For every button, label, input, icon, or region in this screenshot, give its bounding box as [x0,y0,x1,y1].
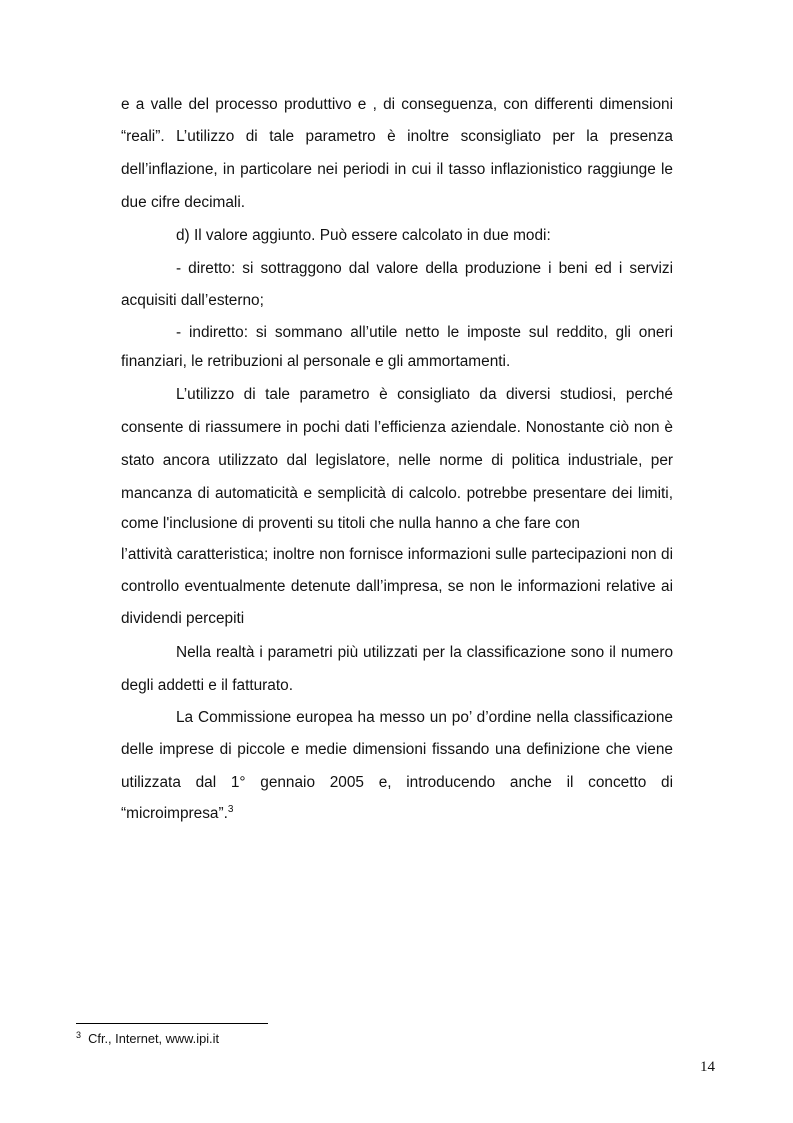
footnote-separator [76,1023,268,1024]
footnote-reference[interactable]: 3 [227,804,234,815]
text-line: - diretto: si sottraggono dal valore della produzione i beni ed i servizi [176,260,673,277]
text-line: “reali”. L’utilizzo di tale parametro è inoltre sconsigliato per la presenza [121,128,673,145]
text-line: La Commissione europea ha messo un po’ d’ordine nella classificazione [176,709,673,726]
text-line-last [121,804,673,824]
footnote-number: 3 [76,1030,82,1040]
text-line: due cifre decimali. [121,194,246,211]
text-line: acquisiti dall’esterno; [121,292,264,309]
footnote [76,1031,219,1047]
text-line: d) Il valore aggiunto. Può essere calcolato in due modi: [176,227,551,244]
footnote-text: Cfr., Internet, www.ipi.it [88,1031,219,1046]
page-number: 14 [700,1059,715,1075]
text-line: dell’inflazione, in particolare nei periodi in cui il tasso inflazionistico raggiunge le [121,161,673,178]
text-line: - indiretto: si sommano all’utile netto le imposte sul reddito, gli oneri [176,324,673,341]
text-line: “microimpresa”. [121,805,228,822]
text-line: degli addetti e il fatturato. [121,677,293,694]
text-line: stato ancora utilizzato dal legislatore, nelle norme di politica industriale, per [121,452,673,469]
text-line: consente di riassumere in pochi dati l’efficienza aziendale. Nonostante ciò non è [121,419,673,436]
text-line: Nella realtà i parametri più utilizzati per la classificazione sono il numero [176,644,673,661]
text-line: dividendi percepiti [121,610,245,627]
text-line: finanziari, le retribuzioni al personale e gli ammortamenti. [121,353,511,370]
text-line: utilizzata dal 1° gennaio 2005 e, introducendo anche il concetto di [121,774,673,791]
text-line: L’utilizzo di tale parametro è consigliato da diversi studiosi, perché [176,386,673,403]
text-line: controllo eventualmente detenute dall’impresa, se non le informazioni relative ai [121,578,673,595]
text-line: e a valle del processo produttivo e , di conseguenza, con differenti dimensioni [121,96,673,113]
text-line: l’attività caratteristica; inoltre non fornisce informazioni sulle partecipazioni non di [121,546,673,563]
text-line: come l'inclusione di proventi su titoli che nulla hanno a che fare con [121,515,580,532]
text-line: mancanza di automaticità e semplicità di calcolo. potrebbe presentare dei limiti, [121,485,673,502]
text-line: delle imprese di piccole e medie dimensioni fissando una definizione che viene [121,741,673,758]
